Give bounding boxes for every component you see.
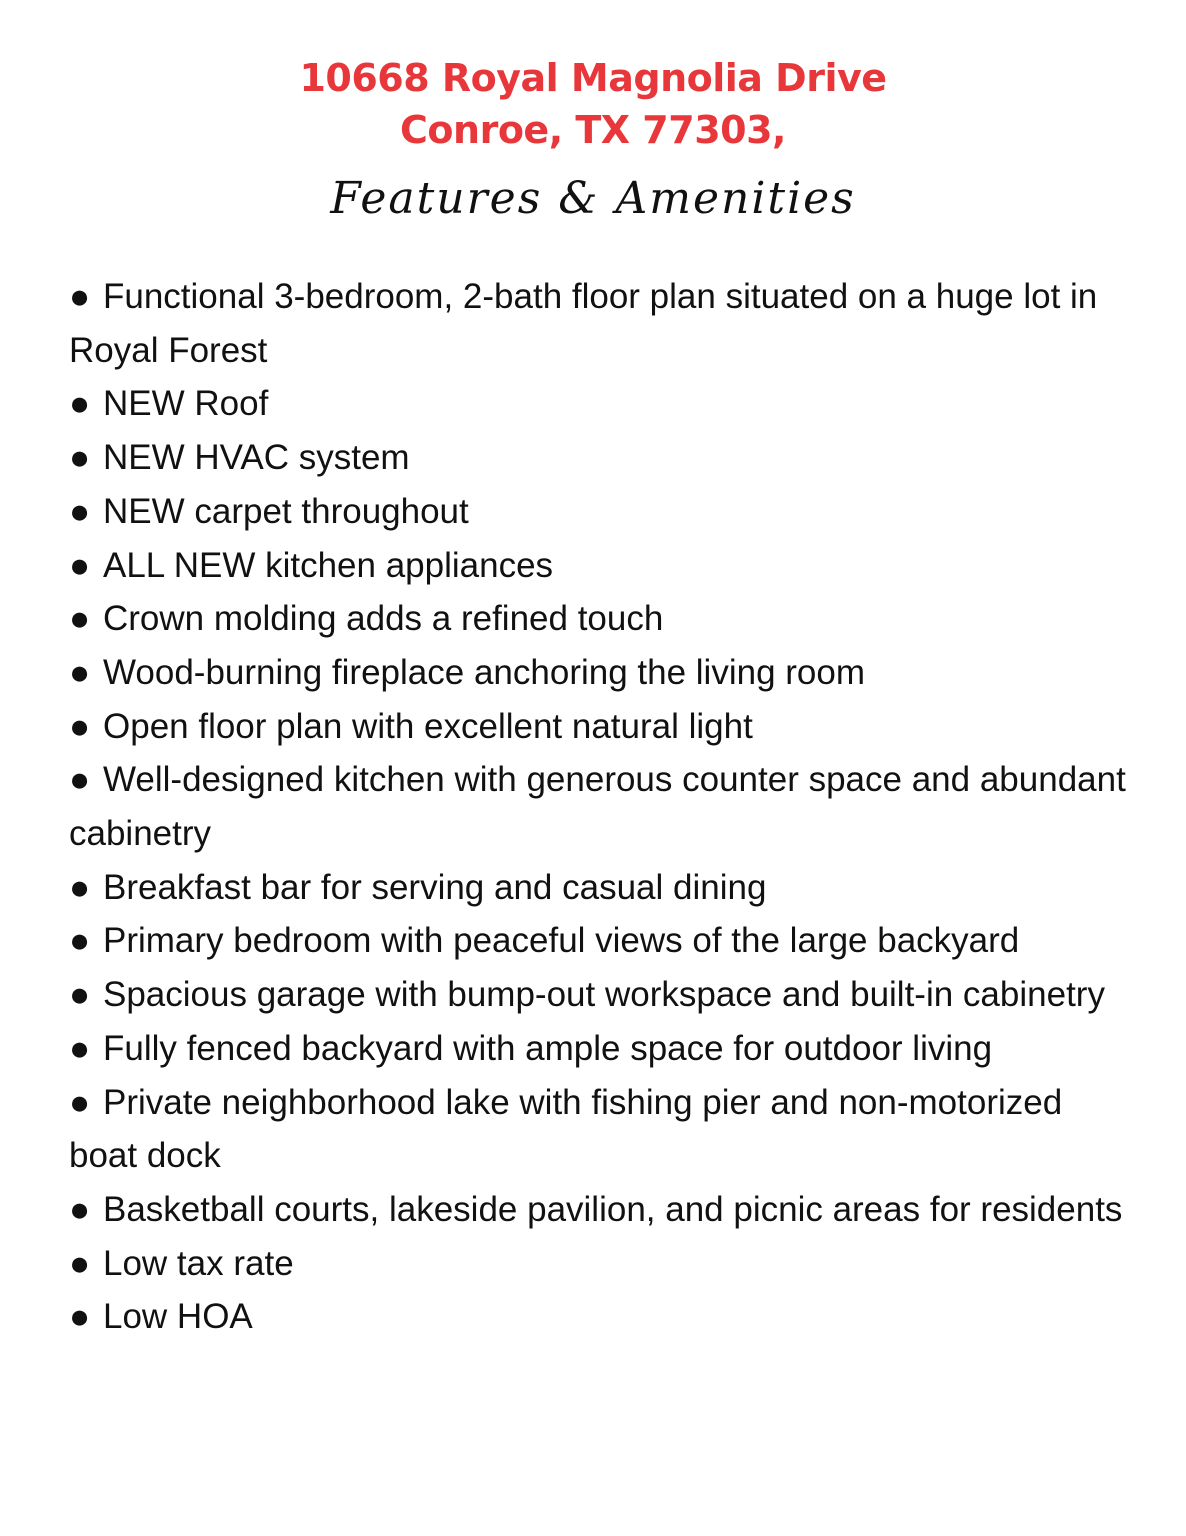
feature-text: NEW Roof bbox=[103, 384, 269, 424]
feature-text: Basketball courts, lakeside pavilion, and picnic areas for residents bbox=[103, 1189, 1123, 1229]
feature-text: Primary bedroom with peaceful views of the large backyard bbox=[103, 921, 1020, 961]
feature-text: NEW carpet throughout bbox=[103, 491, 469, 531]
bullet-icon: ● bbox=[69, 975, 91, 1015]
feature-item bbox=[69, 377, 1129, 431]
bullet-icon: ● bbox=[69, 1082, 91, 1122]
feature-item bbox=[69, 431, 1129, 485]
bullet-icon: ● bbox=[69, 706, 91, 746]
feature-item bbox=[69, 1290, 1129, 1344]
feature-item bbox=[69, 539, 1129, 593]
feature-text: Well-designed kitchen with generous counter space and abundant cabinetry bbox=[69, 760, 1126, 854]
bullet-icon: ● bbox=[69, 438, 91, 478]
feature-text: NEW HVAC system bbox=[103, 438, 410, 478]
bullet-icon: ● bbox=[69, 867, 91, 907]
feature-text: Low tax rate bbox=[103, 1243, 294, 1283]
feature-item bbox=[69, 1022, 1129, 1076]
bullet-icon: ● bbox=[69, 599, 91, 639]
feature-item bbox=[69, 753, 1129, 860]
feature-item bbox=[69, 270, 1129, 377]
bullet-icon: ● bbox=[69, 1243, 91, 1283]
feature-item bbox=[69, 1183, 1129, 1237]
bullet-icon: ● bbox=[69, 384, 91, 424]
feature-item bbox=[69, 1237, 1129, 1291]
feature-item bbox=[69, 700, 1129, 754]
features-list bbox=[69, 270, 1129, 1344]
feature-text: Open floor plan with excellent natural light bbox=[103, 706, 753, 746]
feature-item bbox=[69, 1076, 1129, 1183]
feature-text: Low HOA bbox=[103, 1297, 253, 1337]
bullet-icon: ● bbox=[69, 652, 91, 692]
feature-text: Wood-burning fireplace anchoring the living room bbox=[103, 652, 866, 692]
bullet-icon: ● bbox=[69, 760, 91, 800]
feature-text: Fully fenced backyard with ample space for outdoor living bbox=[103, 1028, 993, 1068]
feature-text: ALL NEW kitchen appliances bbox=[103, 545, 554, 585]
feature-item bbox=[69, 592, 1129, 646]
address-city: Conroe, TX 77303, bbox=[400, 108, 786, 152]
bullet-icon: ● bbox=[69, 491, 91, 531]
feature-text: Breakfast bar for serving and casual dining bbox=[103, 867, 767, 907]
feature-text: Spacious garage with bump-out workspace and built-in cabinetry bbox=[103, 975, 1105, 1015]
feature-text: Crown molding adds a refined touch bbox=[103, 599, 664, 639]
feature-text: Functional 3-bedroom, 2-bath floor plan situated on a huge lot in Royal Forest bbox=[69, 277, 1098, 370]
feature-item bbox=[69, 968, 1129, 1022]
bullet-icon: ● bbox=[69, 921, 91, 961]
bullet-icon: ● bbox=[69, 545, 91, 585]
feature-item bbox=[69, 861, 1129, 915]
features-heading: Features & Amenities bbox=[330, 173, 856, 224]
address-street: 10668 Royal Magnolia Drive bbox=[299, 56, 887, 100]
feature-item bbox=[69, 485, 1129, 539]
bullet-icon: ● bbox=[69, 277, 91, 316]
bullet-icon: ● bbox=[69, 1189, 91, 1229]
feature-item bbox=[69, 646, 1129, 700]
bullet-icon: ● bbox=[69, 1297, 91, 1337]
feature-item bbox=[69, 914, 1129, 968]
bullet-icon: ● bbox=[69, 1028, 91, 1068]
feature-text: Private neighborhood lake with fishing pier and non-motorized boat dock bbox=[69, 1082, 1063, 1176]
